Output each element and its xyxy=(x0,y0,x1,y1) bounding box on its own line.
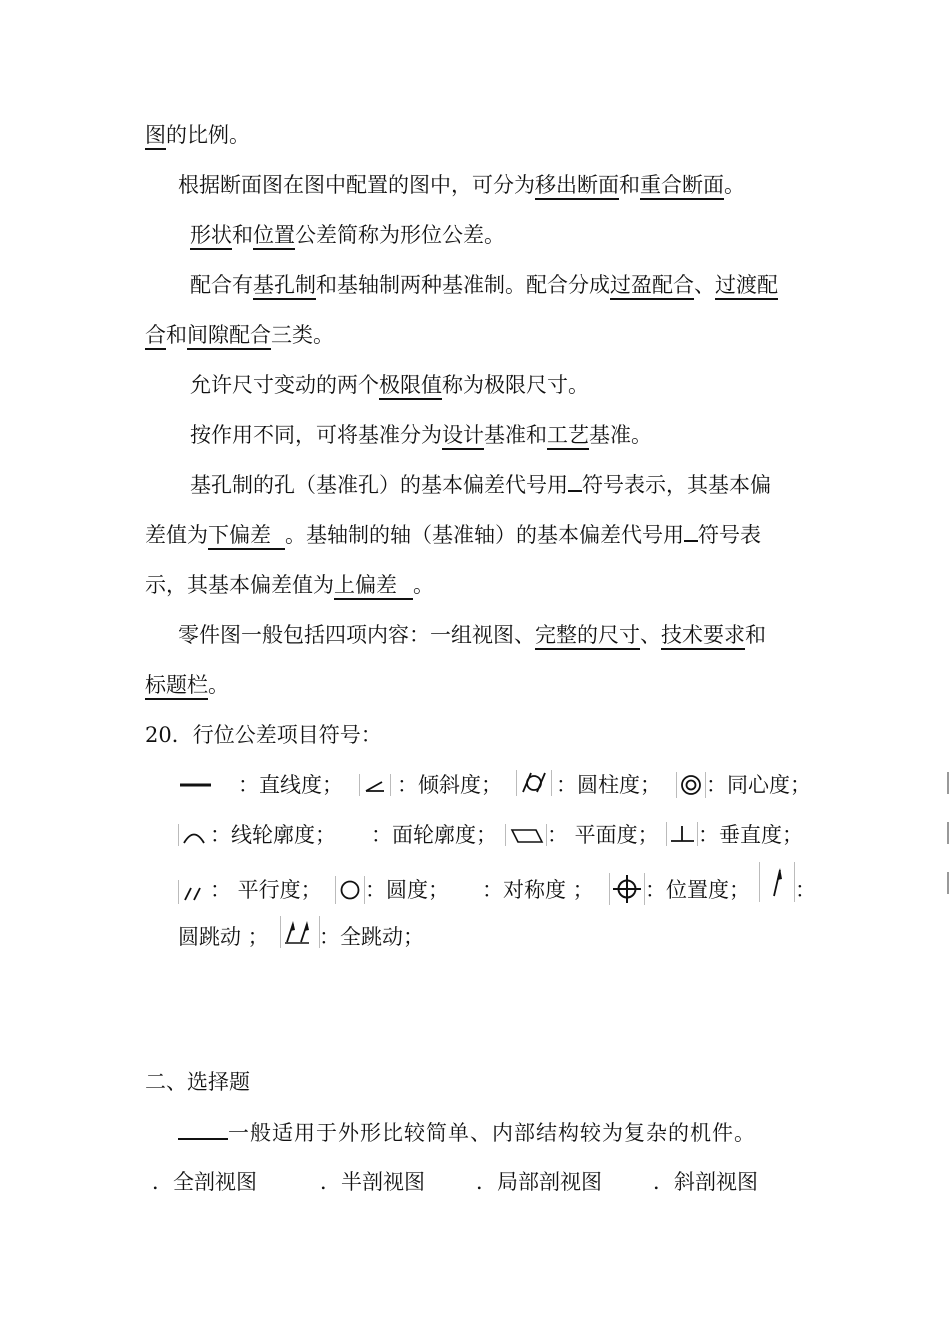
text: 公差简称为形位公差。 xyxy=(295,223,505,247)
text: 基准。 xyxy=(589,423,652,447)
section-heading: 二、选择题 xyxy=(145,1070,250,1094)
flatness-icon xyxy=(505,824,547,846)
text-line xyxy=(145,570,434,600)
straightness-icon xyxy=(178,774,214,794)
answer-blank: 位置 xyxy=(253,223,295,250)
answer-blank: 移出断面 xyxy=(535,173,619,200)
text-line xyxy=(178,170,745,200)
answer-blank: 合 xyxy=(145,323,166,350)
text: 、 xyxy=(694,273,715,297)
edge-mark xyxy=(947,872,949,894)
text: 。基轴制的轴（基准轴）的基本偏差代号用 xyxy=(285,523,684,547)
answer-blank: 设计 xyxy=(442,423,484,450)
symbol-label: ：垂直度； xyxy=(698,823,803,847)
text-line xyxy=(190,270,778,300)
text: 、 xyxy=(640,623,661,647)
text: 根据断面图在图中配置的图中，可分为 xyxy=(178,173,535,197)
perpendicularity-icon xyxy=(666,822,698,846)
parallelism-icon xyxy=(178,880,209,904)
total-runout-icon xyxy=(280,916,320,948)
text: 符号表 xyxy=(698,523,761,547)
text: 符号表示，其基本偏 xyxy=(582,473,771,497)
answer-blank xyxy=(568,472,582,492)
position-icon xyxy=(609,873,645,905)
option-a[interactable]: ．全剖视图 xyxy=(152,1170,257,1194)
text: 配合有 xyxy=(190,273,253,297)
symbol-label: ：全跳动； xyxy=(319,925,424,949)
edge-mark xyxy=(947,772,949,794)
text: 称为极限尺寸。 xyxy=(442,373,589,397)
answer-blank: 完整的尺寸 xyxy=(535,623,640,650)
text-line xyxy=(145,520,761,550)
answer-blank: 下偏差 xyxy=(208,523,285,550)
answer-blank: 图 xyxy=(145,123,166,150)
text: 和 xyxy=(619,173,640,197)
symbol-label: ：直线度； xyxy=(238,773,343,797)
answer-blank: 工艺 xyxy=(547,423,589,450)
text: 。 xyxy=(208,673,229,697)
answer-blank: 形状 xyxy=(190,223,232,250)
text-line xyxy=(145,670,229,700)
symbol-label: ：同心度； xyxy=(706,773,811,797)
text: 允许尺寸变动的两个 xyxy=(190,373,379,397)
symbol-label: ：位置度； xyxy=(645,878,750,902)
answer-blank: 过渡配 xyxy=(715,273,778,300)
text: 基准和 xyxy=(484,423,547,447)
text: 和 xyxy=(745,623,766,647)
question-text xyxy=(178,1118,756,1148)
text: 示，其基本偏差值为 xyxy=(145,573,334,597)
symbol-label: ：倾斜度； xyxy=(397,773,502,797)
text: 和 xyxy=(232,223,253,247)
answer-blank: 重合断面 xyxy=(640,173,724,200)
text: 。 xyxy=(724,173,745,197)
text: 的比例。 xyxy=(166,123,250,147)
angularity-icon xyxy=(359,774,391,796)
text: 三类。 xyxy=(271,323,334,347)
answer-blank: 技术要求 xyxy=(661,623,745,650)
symbol-label: ：线轮廓度； xyxy=(210,823,336,847)
text: 按作用不同，可将基准分为 xyxy=(190,423,442,447)
symbol-label: ：圆度； xyxy=(365,878,449,902)
text: 基孔制的孔（基准孔）的基本偏差代号用 xyxy=(190,473,568,497)
text-line xyxy=(190,470,771,500)
text: 差值为 xyxy=(145,523,208,547)
symbol-label: 圆跳动 ； xyxy=(178,925,269,949)
symbol-label: ： 平行度； xyxy=(210,878,322,902)
text: 零件图一般包括四项内容：一组视图、 xyxy=(178,623,535,647)
concentricity-icon xyxy=(676,772,706,798)
symbol-label: ：对称度 ； xyxy=(482,878,594,902)
text: 一般适用于外形比较简单、内部结构较为复杂的机件。 xyxy=(228,1121,756,1145)
edge-mark xyxy=(947,822,949,844)
question-heading: 20．行位公差项目符号： xyxy=(145,723,382,747)
answer-blank: 极限值 xyxy=(379,373,442,400)
answer-blank xyxy=(178,1120,228,1140)
answer-blank xyxy=(684,522,698,542)
answer-blank: 基孔制 xyxy=(253,273,316,300)
line-profile-icon xyxy=(178,824,209,846)
text-line xyxy=(190,370,589,400)
answer-blank: 标题栏 xyxy=(145,673,208,700)
answer-blank: 间隙配合 xyxy=(187,323,271,350)
circularity-icon xyxy=(335,876,365,904)
answer-blank: 过盈配合 xyxy=(610,273,694,300)
symbol-label: ：圆柱度； xyxy=(556,773,661,797)
text: 。 xyxy=(413,573,434,597)
text-line xyxy=(145,120,250,150)
text-line xyxy=(178,620,766,650)
option-b[interactable]: ．半剖视图 xyxy=(320,1170,425,1194)
text: 和基轴制两种基准制。配合分成 xyxy=(316,273,610,297)
answer-blank: 上偏差 xyxy=(334,573,413,600)
text-line xyxy=(145,320,334,350)
text: 和 xyxy=(166,323,187,347)
symbol-label: ： xyxy=(795,878,816,902)
option-c[interactable]: ．局部剖视图 xyxy=(476,1170,602,1194)
text-line xyxy=(190,220,505,250)
symbol-label: ： 平面度； xyxy=(547,823,659,847)
circular-runout-icon xyxy=(759,862,795,902)
text-line xyxy=(190,420,652,450)
cylindricity-icon xyxy=(516,770,552,796)
symbol-label: ：面轮廓度； xyxy=(371,823,497,847)
option-d[interactable]: ．斜剖视图 xyxy=(653,1170,758,1194)
